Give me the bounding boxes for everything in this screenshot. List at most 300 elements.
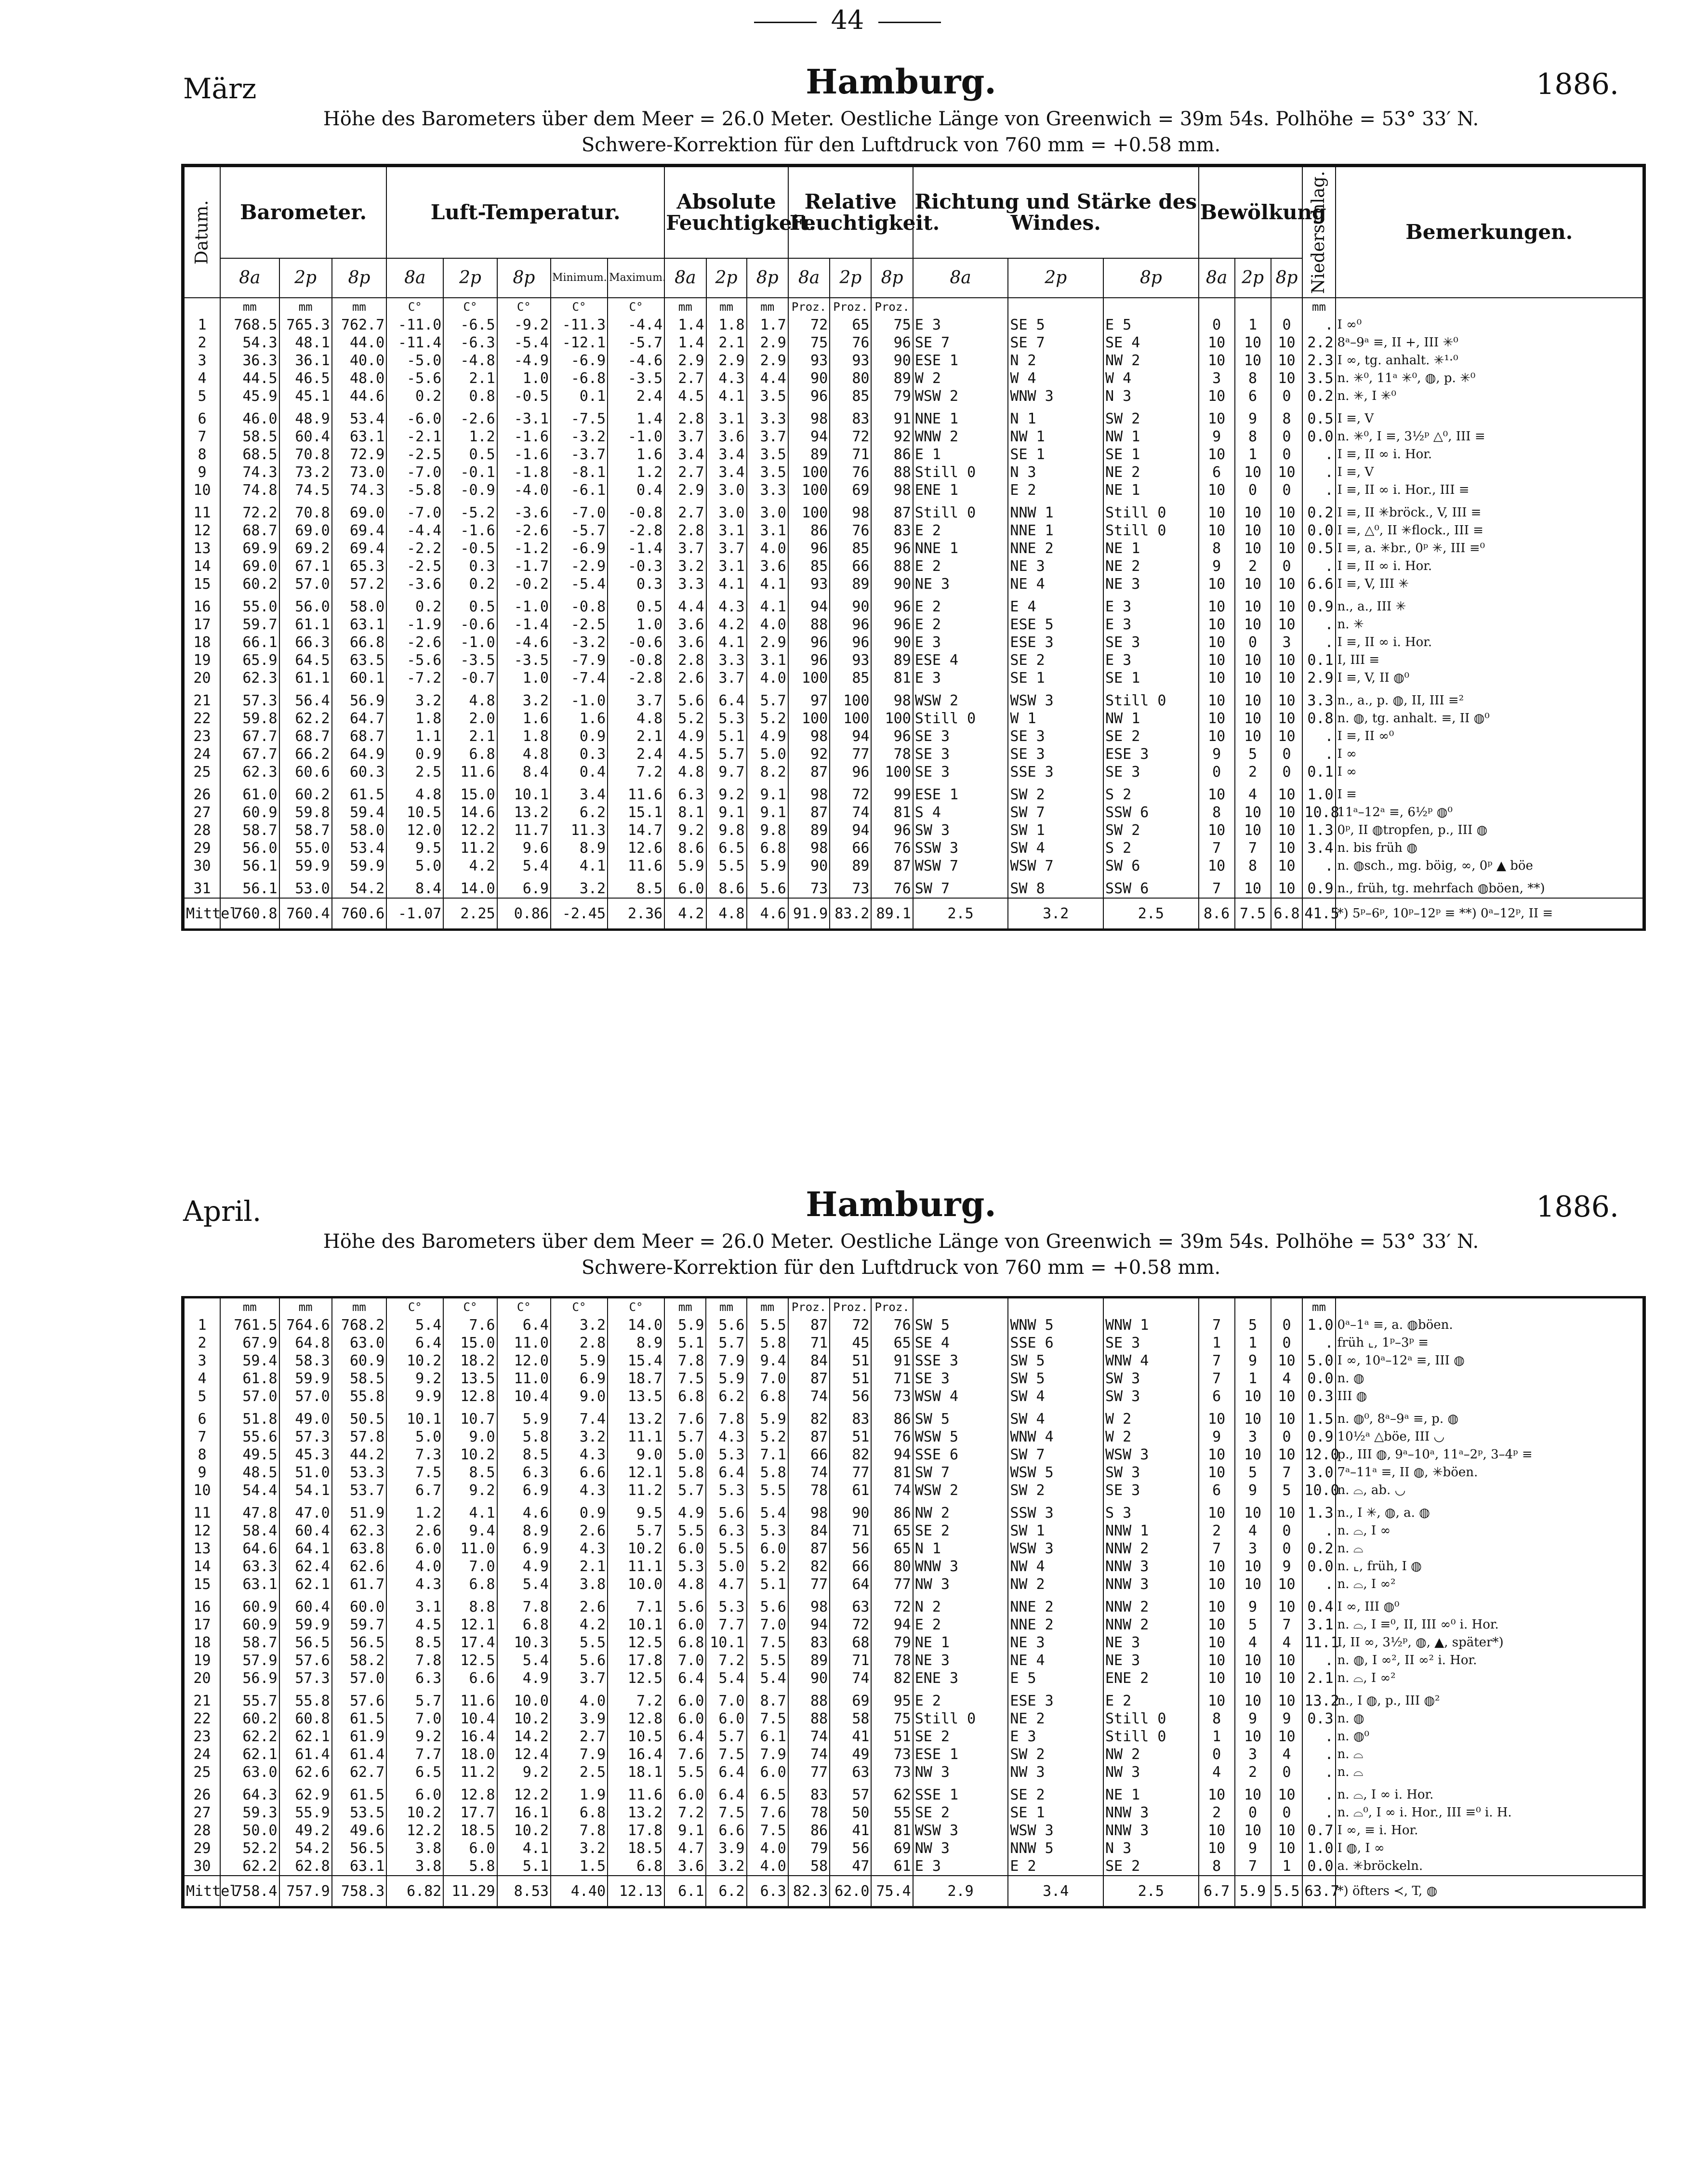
value-cell: 7.3 <box>386 1446 443 1464</box>
gap-cell <box>184 1499 220 1504</box>
value-cell: 52.2 <box>220 1840 279 1857</box>
date-cell: 22 <box>184 1710 220 1728</box>
value-cell: 14.0 <box>608 1316 664 1334</box>
remark-cell: 10½ᵃ △böe, III ◡ <box>1336 1428 1643 1446</box>
value-cell: SSW 6 <box>1103 804 1199 821</box>
value-cell: NNW 5 <box>1008 1840 1103 1857</box>
value-cell: 98 <box>788 410 830 428</box>
value-cell: . <box>1302 1728 1335 1746</box>
gap-cell <box>608 405 664 410</box>
value-cell: 6.5 <box>706 839 747 857</box>
value-cell: 5.9 <box>747 857 788 875</box>
value-cell: 7.1 <box>747 1446 788 1464</box>
value-cell: 54.1 <box>279 1482 332 1499</box>
value-cell: 93 <box>788 352 830 370</box>
value-cell: 64.8 <box>279 1334 332 1352</box>
value-cell: 57.3 <box>220 692 279 710</box>
row-gap <box>184 405 1643 410</box>
unit-cell: Proz. <box>788 298 830 316</box>
value-cell: 4.3 <box>706 598 747 616</box>
value-cell: 82 <box>788 1410 830 1428</box>
value-cell: 4.8 <box>608 710 664 728</box>
value-cell: SW 4 <box>1008 1410 1103 1428</box>
value-cell: 6 <box>1199 463 1235 481</box>
value-cell: 57.8 <box>332 1428 387 1446</box>
value-cell: 7.8 <box>386 1652 443 1669</box>
value-cell: 10 <box>1199 352 1235 370</box>
value-cell: 10 <box>1271 352 1303 370</box>
remark-cell: I ≡, II ✳bröck., V, III ≡ <box>1336 504 1643 522</box>
gap-cell <box>913 875 1008 880</box>
gap-cell <box>184 405 220 410</box>
value-cell: 9.2 <box>386 1728 443 1746</box>
value-cell: 64.5 <box>279 651 332 669</box>
remark-cell: n. ◍, tg. anhalt. ≡, II ◍⁰ <box>1336 710 1643 728</box>
value-cell: 6.5 <box>747 1786 788 1804</box>
value-cell: Still 0 <box>1103 692 1199 710</box>
value-cell: 0.8 <box>1302 710 1335 728</box>
gap-cell <box>184 1405 220 1410</box>
gap-cell <box>1235 687 1271 692</box>
value-cell: ESE 5 <box>1008 616 1103 634</box>
value-cell: 67.7 <box>220 745 279 763</box>
value-cell: 89 <box>788 446 830 463</box>
table-row <box>184 728 1643 745</box>
value-cell: 84 <box>788 1522 830 1540</box>
value-cell: 74 <box>830 1669 871 1687</box>
remark-cell: n. ⌓, I ∞² <box>1336 1669 1643 1687</box>
gap-cell <box>443 781 497 786</box>
mean-cell: 4.40 <box>551 1876 608 1906</box>
value-cell: 9 <box>1271 1710 1303 1728</box>
gap-cell <box>1235 1593 1271 1598</box>
value-cell: 8 <box>1235 370 1271 387</box>
value-cell: 0.1 <box>1302 651 1335 669</box>
value-cell: 7.9 <box>747 1746 788 1763</box>
gap-cell <box>1199 1687 1235 1692</box>
value-cell: 7.6 <box>443 1316 497 1334</box>
gap-cell <box>497 593 551 598</box>
value-cell: E 2 <box>913 1616 1008 1634</box>
value-cell: 12.2 <box>497 1786 551 1804</box>
value-cell: 12.1 <box>443 1616 497 1634</box>
value-cell: 4.4 <box>747 370 788 387</box>
value-cell: 61 <box>830 1482 871 1499</box>
value-cell: 10 <box>1235 598 1271 616</box>
value-cell: 69.9 <box>220 540 279 557</box>
value-cell: 9 <box>1235 410 1271 428</box>
gap-cell <box>871 1781 913 1786</box>
value-cell: 72 <box>830 428 871 446</box>
value-cell: 0.1 <box>1302 763 1335 781</box>
subheader-10: 8p <box>747 258 788 298</box>
value-cell: 0.2 <box>1302 504 1335 522</box>
value-cell: 50.5 <box>332 1410 387 1428</box>
value-cell: 10 <box>1199 1692 1235 1710</box>
datum-header: Datum. <box>184 167 220 298</box>
value-cell: 96 <box>788 540 830 557</box>
value-cell: 0.0 <box>1302 428 1335 446</box>
unit-cell <box>1008 1298 1103 1316</box>
remark-cell: I ≡, △⁰, II ✳flock., III ≡ <box>1336 522 1643 540</box>
mean-cell: 760.4 <box>279 898 332 928</box>
value-cell: 10 <box>1271 651 1303 669</box>
value-cell: 57 <box>830 1786 871 1804</box>
value-cell: ENE 3 <box>913 1669 1008 1687</box>
value-cell: 63.0 <box>332 1334 387 1352</box>
value-cell: -3.2 <box>551 428 608 446</box>
gap-cell <box>497 1405 551 1410</box>
gap-cell <box>551 499 608 504</box>
value-cell: 4.3 <box>551 1482 608 1499</box>
value-cell: 9.0 <box>608 1446 664 1464</box>
value-cell: WSW 3 <box>1008 1822 1103 1840</box>
table-row <box>184 1334 1643 1352</box>
value-cell: 61.1 <box>279 669 332 687</box>
value-cell: SSW 3 <box>913 839 1008 857</box>
gap-cell <box>1008 499 1103 504</box>
table-row <box>184 745 1643 763</box>
value-cell: 0.3 <box>1302 1710 1335 1728</box>
value-cell: 6.9 <box>497 1540 551 1558</box>
value-cell: 47.8 <box>220 1504 279 1522</box>
value-cell: 49.5 <box>220 1446 279 1464</box>
gap-cell <box>1199 687 1235 692</box>
value-cell: NW 1 <box>1103 710 1199 728</box>
value-cell: 7 <box>1271 1616 1303 1634</box>
value-cell: 85 <box>830 669 871 687</box>
value-cell: NW 3 <box>1103 1763 1199 1781</box>
gap-cell <box>1271 405 1303 410</box>
value-cell: 0.4 <box>608 481 664 499</box>
value-cell: 94 <box>871 1616 913 1634</box>
gap-cell <box>1199 875 1235 880</box>
value-cell: 10 <box>1235 1728 1271 1746</box>
value-cell: 51.9 <box>332 1504 387 1522</box>
value-cell: 13.2 <box>608 1804 664 1822</box>
value-cell: 10 <box>1235 1388 1271 1405</box>
value-cell: 54.2 <box>332 880 387 898</box>
date-cell: 1 <box>184 316 220 334</box>
value-cell: -12.1 <box>551 334 608 352</box>
value-cell: 0.5 <box>1302 540 1335 557</box>
value-cell: 768.5 <box>220 316 279 334</box>
remark-cell: I ≡, V <box>1336 410 1643 428</box>
value-cell: 0 <box>1271 763 1303 781</box>
value-cell: SE 2 <box>1008 651 1103 669</box>
value-cell: 9 <box>1199 557 1235 575</box>
value-cell: -1.0 <box>443 634 497 651</box>
value-cell: 10 <box>1235 352 1271 370</box>
date-cell: 19 <box>184 651 220 669</box>
value-cell: 10 <box>1199 446 1235 463</box>
value-cell: 14.0 <box>443 880 497 898</box>
value-cell: 58.5 <box>332 1370 387 1388</box>
value-cell: 5.9 <box>664 857 706 875</box>
value-cell: -2.2 <box>386 540 443 557</box>
gap-cell <box>551 1781 608 1786</box>
value-cell: 64 <box>830 1575 871 1593</box>
date-cell: 14 <box>184 557 220 575</box>
value-cell: 4.8 <box>497 745 551 763</box>
gap-cell <box>1271 1499 1303 1504</box>
value-cell: 5.1 <box>747 1575 788 1593</box>
value-cell: 3.1 <box>706 410 747 428</box>
value-cell: 3.2 <box>706 1857 746 1876</box>
remark-cell: n. ⌞, früh, I ◍ <box>1336 1558 1643 1575</box>
value-cell: 0 <box>1271 1540 1303 1558</box>
value-cell: 10 <box>1271 1504 1303 1522</box>
value-cell: 12.5 <box>608 1634 664 1652</box>
gap-cell <box>184 593 220 598</box>
subheader-19: 8p <box>1271 258 1303 298</box>
value-cell: W 1 <box>1008 710 1103 728</box>
value-cell: 11.0 <box>497 1334 551 1352</box>
value-cell: 5.6 <box>706 1316 746 1334</box>
remark-cell: n. ◍⁰, 8ᵃ–9ᵃ ≡, p. ◍ <box>1336 1410 1643 1428</box>
value-cell: 3.1 <box>386 1598 443 1616</box>
mean-cell: 8.53 <box>497 1876 551 1906</box>
value-cell: 6.8 <box>497 1616 551 1634</box>
value-cell: 2.9 <box>747 352 788 370</box>
value-cell: 7.9 <box>551 1746 608 1763</box>
value-cell: 0 <box>1271 1334 1303 1352</box>
value-cell: N 1 <box>1008 410 1103 428</box>
gap-cell <box>1008 875 1103 880</box>
unit-cell: C° <box>497 298 551 316</box>
gap-cell <box>332 499 387 504</box>
date-cell: 27 <box>184 804 220 821</box>
value-cell: 62 <box>871 1786 913 1804</box>
value-cell: 85 <box>830 540 871 557</box>
value-cell: SE 3 <box>913 728 1008 745</box>
gap-cell <box>1008 405 1103 410</box>
gap-cell <box>279 1593 332 1598</box>
value-cell: E 3 <box>1103 598 1199 616</box>
value-cell: 61.4 <box>332 1746 387 1763</box>
gap-cell <box>386 1593 443 1598</box>
value-cell: 59.8 <box>279 804 332 821</box>
gap-cell <box>386 687 443 692</box>
value-cell: 3.9 <box>551 1710 608 1728</box>
value-cell: ESE 3 <box>1103 745 1199 763</box>
table-row <box>184 669 1643 687</box>
date-cell: 12 <box>184 522 220 540</box>
gap-cell <box>788 1687 830 1692</box>
gap-cell <box>551 1593 608 1598</box>
value-cell: NW 1 <box>1008 428 1103 446</box>
value-cell: 6.0 <box>386 1786 443 1804</box>
value-cell: -1.4 <box>608 540 664 557</box>
gap-cell <box>184 875 220 880</box>
value-cell: 10 <box>1271 1692 1303 1710</box>
row-gap <box>184 1781 1643 1786</box>
value-cell: NE 3 <box>1008 1634 1103 1652</box>
value-cell: 59.3 <box>220 1804 279 1822</box>
date-cell: 24 <box>184 1746 220 1763</box>
value-cell: 6.8 <box>664 1634 706 1652</box>
value-cell: 72 <box>871 1598 913 1616</box>
value-cell: 60.9 <box>332 1352 387 1370</box>
gap-cell <box>1336 781 1643 786</box>
value-cell: 0 <box>1271 1522 1303 1540</box>
gap-cell <box>664 1593 706 1598</box>
mean-cell: 6.8 <box>1271 898 1303 928</box>
value-cell: 10 <box>1271 1598 1303 1616</box>
value-cell: 92 <box>871 428 913 446</box>
value-cell: 12.5 <box>443 1652 497 1669</box>
value-cell: 61.9 <box>332 1728 387 1746</box>
value-cell: 10 <box>1199 598 1235 616</box>
value-cell: 100 <box>788 669 830 687</box>
gap-cell <box>788 405 830 410</box>
value-cell: 75 <box>871 316 913 334</box>
value-cell: 9.4 <box>443 1522 497 1540</box>
value-cell: 7.0 <box>747 1370 788 1388</box>
value-cell: 44.6 <box>332 387 387 405</box>
value-cell: 764.6 <box>279 1316 332 1334</box>
value-cell: 94 <box>830 728 871 745</box>
value-cell: 89 <box>871 370 913 387</box>
value-cell: 62.1 <box>279 1575 332 1593</box>
value-cell: -0.6 <box>608 634 664 651</box>
value-cell: WSW 2 <box>913 1482 1008 1499</box>
value-cell: 7 <box>1199 1316 1235 1334</box>
value-cell: -1.2 <box>497 540 551 557</box>
value-cell: SW 5 <box>1008 1352 1103 1370</box>
city-title: Hamburg. <box>806 62 996 102</box>
value-cell: 10 <box>1271 1652 1303 1669</box>
value-cell: 3 <box>1271 634 1303 651</box>
value-cell: 10 <box>1271 728 1303 745</box>
value-cell: NE 1 <box>1103 1786 1199 1804</box>
value-cell: NW 2 <box>1008 1575 1103 1593</box>
value-cell: 2.9 <box>747 334 788 352</box>
value-cell: E 5 <box>1103 316 1199 334</box>
value-cell: 12.6 <box>608 839 664 857</box>
value-cell: 63.8 <box>332 1540 387 1558</box>
value-cell: 76 <box>871 1428 913 1446</box>
value-cell: 5.6 <box>551 1652 608 1669</box>
gap-cell <box>608 781 664 786</box>
value-cell: Still 0 <box>913 1710 1008 1728</box>
unit-cell <box>1235 298 1271 316</box>
gap-cell <box>332 781 387 786</box>
value-cell: 2.1 <box>443 728 497 745</box>
value-cell: 62.1 <box>220 1746 279 1763</box>
value-cell: 3.1 <box>747 522 788 540</box>
value-cell: 92 <box>788 745 830 763</box>
value-cell: 56.5 <box>279 1634 332 1652</box>
value-cell: 6.8 <box>747 839 788 857</box>
value-cell: 62.8 <box>279 1857 332 1876</box>
table-row <box>184 616 1643 634</box>
value-cell: 5.0 <box>386 857 443 875</box>
date-cell: 13 <box>184 540 220 557</box>
value-cell: 60.4 <box>279 1522 332 1540</box>
value-cell: 3 <box>1235 1746 1271 1763</box>
value-cell: -6.0 <box>386 410 443 428</box>
value-cell: 7.8 <box>664 1352 706 1370</box>
table-row <box>184 504 1643 522</box>
value-cell: 10 <box>1199 1410 1235 1428</box>
value-cell: 57.0 <box>279 575 332 593</box>
gap-cell <box>497 1781 551 1786</box>
value-cell: 2.6 <box>551 1522 608 1540</box>
value-cell: -4.9 <box>497 352 551 370</box>
value-cell: 7.5 <box>747 1634 788 1652</box>
remark-cell: p., III ◍, 9ᵃ–10ᵃ, 11ᵃ–2ᵖ, 3–4ᵖ ≡ <box>1336 1446 1643 1464</box>
gap-cell <box>913 593 1008 598</box>
value-cell: 10 <box>1271 540 1303 557</box>
value-cell: 2.1 <box>1302 1669 1335 1687</box>
value-cell: 3.2 <box>551 880 608 898</box>
value-cell: 5.5 <box>747 1316 788 1334</box>
value-cell: 55.8 <box>279 1692 332 1710</box>
value-cell: 65.9 <box>220 651 279 669</box>
value-cell: 15.1 <box>608 804 664 821</box>
value-cell: 3.1 <box>706 557 747 575</box>
value-cell: 8.2 <box>747 763 788 781</box>
value-cell: 79 <box>788 1840 830 1857</box>
table-row <box>184 1669 1643 1687</box>
value-cell: 60.9 <box>220 804 279 821</box>
value-cell: E 2 <box>913 1692 1008 1710</box>
gap-cell <box>1302 499 1335 504</box>
value-cell: 57.3 <box>279 1428 332 1446</box>
mean-label: Mittel <box>184 898 220 928</box>
value-cell: -0.8 <box>608 504 664 522</box>
value-cell: 100 <box>830 710 871 728</box>
value-cell: 4 <box>1235 786 1271 804</box>
gap-cell <box>830 781 871 786</box>
value-cell: 10 <box>1235 804 1271 821</box>
value-cell: 0 <box>1235 634 1271 651</box>
remark-cell: 11ᵃ–12ᵃ ≡, 6½ᵖ ◍⁰ <box>1336 804 1643 821</box>
value-cell: -5.4 <box>497 334 551 352</box>
gap-cell <box>706 781 747 786</box>
value-cell: 9.1 <box>747 786 788 804</box>
subheader-13: 8p <box>871 258 913 298</box>
value-cell: 98 <box>871 692 913 710</box>
value-cell: -5.4 <box>551 575 608 593</box>
gap-cell <box>1008 1593 1103 1598</box>
value-cell: 81 <box>871 804 913 821</box>
value-cell: 10 <box>1235 334 1271 352</box>
value-cell: 79 <box>871 387 913 405</box>
value-cell: 2.7 <box>664 463 706 481</box>
value-cell: 13.2 <box>608 1410 664 1428</box>
value-cell: 3.4 <box>664 446 706 463</box>
value-cell: 53.5 <box>332 1804 387 1822</box>
value-cell: 81 <box>871 1464 913 1482</box>
value-cell: 10 <box>1199 616 1235 634</box>
value-cell: 61.5 <box>332 786 387 804</box>
value-cell: 0.7 <box>1302 1822 1335 1840</box>
value-cell: 67.7 <box>220 728 279 745</box>
value-cell: 10 <box>1235 710 1271 728</box>
value-cell: 3.7 <box>551 1669 608 1687</box>
value-cell: 4.4 <box>664 598 706 616</box>
value-cell: SW 5 <box>913 1410 1008 1428</box>
gap-cell <box>706 687 747 692</box>
value-cell: 6.0 <box>386 1540 443 1558</box>
value-cell: 1.6 <box>608 446 664 463</box>
value-cell: 90 <box>871 634 913 651</box>
value-cell: 10 <box>1235 1652 1271 1669</box>
value-cell: 57.0 <box>220 1388 279 1405</box>
value-cell: 6.7 <box>386 1482 443 1499</box>
